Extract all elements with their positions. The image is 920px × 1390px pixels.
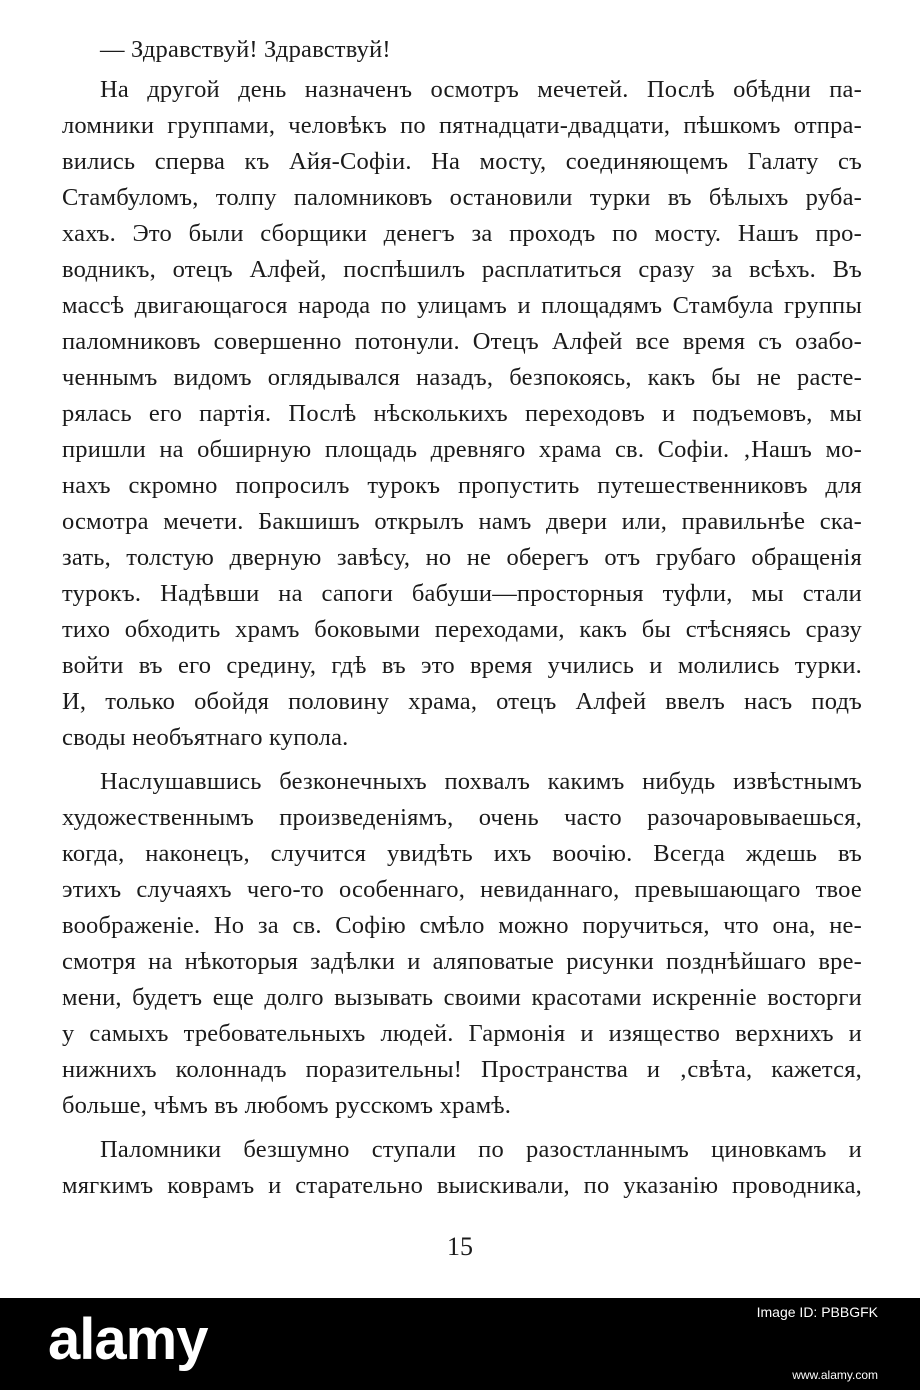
text-line: у самыхъ требовательныхъ людей. Гармонiя и изящество верхнихъ и — [62, 1020, 862, 1047]
text-line: больше, чѣмъ въ любомъ русскомъ храмѣ. — [62, 1092, 512, 1119]
text-line: тихо обходить храмъ боковыми переходами, какъ бы стѣсняясь сразу — [62, 616, 862, 643]
text-line: ломники группами, человѣкъ по пятнадцати-двадцати, пѣшкомъ отпра- — [62, 112, 862, 139]
text-line: — Здравствуй! Здравствуй! — [100, 36, 391, 63]
text-line: смотря на нѣкоторыя задѣлки и аляповатые рисунки позднѣйшаго вре- — [62, 948, 862, 975]
text-line: нижнихъ колоннадъ поразительны! Пространства и ‚свѣта, кажется, — [62, 1056, 862, 1083]
text-line: воображенiе. Но за св. Софiю смѣло можно поручиться, что она, не- — [62, 912, 862, 939]
text-line: пришли на обширную площадь древняго храма св. Софiи. ‚Нашъ мо- — [62, 436, 862, 463]
text-line: этихъ случаяхъ чего-то особеннаго, невиданнаго, превышающаго твое — [62, 876, 862, 903]
text-line: художественнымъ произведенiямъ, очень часто разочаровываешься, — [62, 804, 862, 831]
site-url: www.alamy.com — [792, 1368, 878, 1382]
text-line: войти въ его средину, гдѣ въ это время учились и молились турки. — [62, 652, 862, 679]
text-line: рялась его партiя. Послѣ нѣсколькихъ переходовъ и подъемовъ, мы — [62, 400, 862, 427]
text-line: когда, наконецъ, случится увидѣть ихъ воочiю. Всегда ждешь въ — [62, 840, 862, 867]
text-line: мягкимъ коврамъ и старательно выискивали, по указанiю проводника, — [62, 1172, 862, 1199]
text-line: мени, будетъ еще долго вызывать своими красотами искреннiе восторги — [62, 984, 862, 1011]
image-id-label: Image ID: PBBGFK — [756, 1304, 878, 1320]
text-line: Паломники безшумно ступали по разостланнымъ циновкамъ и — [100, 1136, 862, 1163]
alamy-logo: alamy — [48, 1307, 208, 1372]
text-line: осмотра мечети. Бакшишъ открылъ намъ двери или, правильнѣе ска- — [62, 508, 862, 535]
text-line: Наслушавшись безконечныхъ похвалъ какимъ нибудь извѣстнымъ — [100, 768, 862, 795]
text-line: ченнымъ видомъ оглядывался назадъ, безпокоясь, какъ бы не расте- — [62, 364, 862, 391]
text-line: хахъ. Это были сборщики денегъ за проходъ по мосту. Нашъ про- — [62, 220, 862, 247]
text-line: зать, толстую дверную завѣсу, но не оберегъ отъ грубаго обращенiя — [62, 544, 862, 571]
page-number: 15 — [447, 1232, 473, 1261]
text-line: нахъ скромно попросилъ турокъ пропустить путешественниковъ для — [62, 472, 862, 499]
text-line: вились сперва къ Айя-Софiи. На мосту, соединяющемъ Галату съ — [62, 148, 862, 175]
text-line: своды необъятнаго купола. — [62, 724, 349, 751]
watermark-banner — [0, 1298, 920, 1390]
text-line: На другой день назначенъ осмотръ мечетей. Послѣ обѣдни па- — [100, 76, 862, 103]
text-line: водникъ, отецъ Алфей, поспѣшилъ расплатиться сразу за всѣхъ. Въ — [62, 256, 862, 283]
text-line: массѣ двигающагося народа по улицамъ и площадямъ Стамбула группы — [62, 292, 862, 319]
text-line: турокъ. Надѣвши на сапоги бабуши—просторныя туфли, мы стали — [62, 580, 862, 607]
text-line: паломниковъ совершенно потонули. Отецъ Алфей все время съ озабо- — [62, 328, 862, 355]
text-line: И, только обойдя половину храма, отецъ Алфей ввелъ насъ подъ — [62, 688, 862, 715]
text-line: Стамбуломъ, толпу паломниковъ остановили турки въ бѣлыхъ руба- — [62, 184, 862, 211]
